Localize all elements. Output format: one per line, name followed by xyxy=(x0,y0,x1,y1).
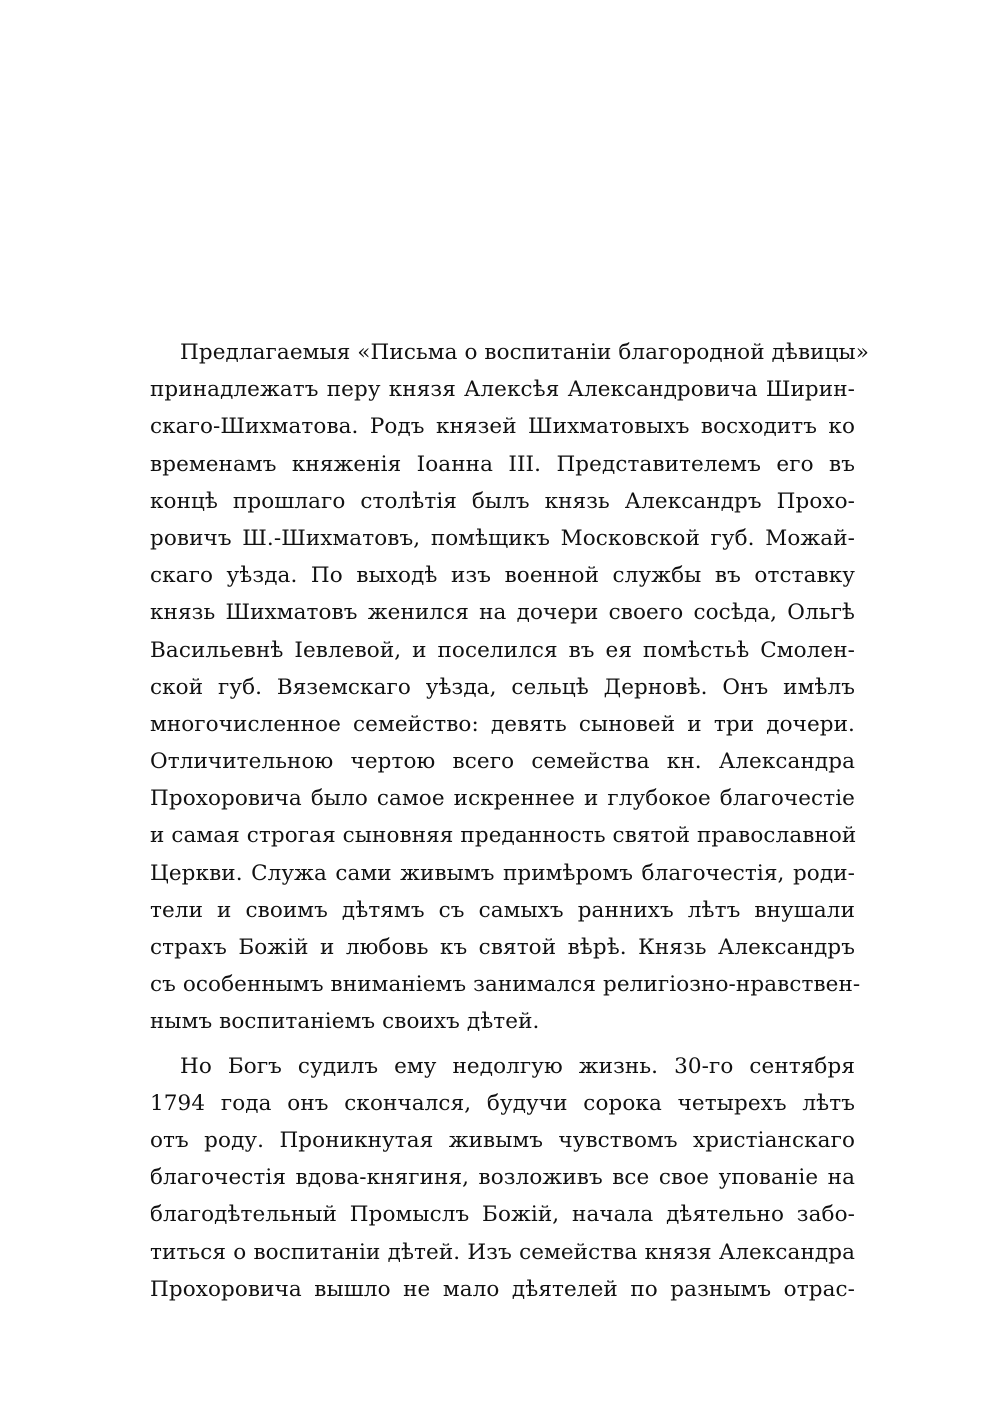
text-line: многочисленное семейство: девять сыновей и три дочери. xyxy=(150,711,855,737)
text-line: и самая строгая сыновняя преданность святой православной xyxy=(150,823,857,849)
text-line: страхъ Божій и любовь къ святой вѣрѣ. Князь Александръ xyxy=(150,935,855,960)
text-line: нымъ воспитаніемъ своихъ дѣтей. xyxy=(150,1009,540,1035)
text-line: скаго уѣзда. По выходѣ изъ военной службы въ отставку xyxy=(150,563,855,589)
text-line: ской губ. Вяземскаго уѣзда, сельцѣ Дерновѣ. Онъ имѣлъ xyxy=(150,674,855,700)
paragraph-1 xyxy=(150,334,869,1041)
text-line: 1794 года онъ скончался, будучи сорока четырехъ лѣтъ xyxy=(150,1090,855,1116)
paragraph-2 xyxy=(150,1048,855,1308)
text-line: титься о воспитаніи дѣтей. Изъ семейства князя Александра xyxy=(150,1239,855,1265)
text-line: концѣ прошлаго столѣтія былъ князь Александръ Прохо- xyxy=(150,488,855,514)
text-line: Предлагаемыя «Письма о воспитаніи благородной дѣвицы» xyxy=(180,340,869,365)
text-line: Отличительною чертою всего семейства кн. Александра xyxy=(150,749,855,775)
text-line: тели и своимъ дѣтямъ съ самыхъ раннихъ лѣтъ внушали xyxy=(150,897,855,923)
text-line: Васильевнѣ Іевлевой, и поселился въ ея помѣстьѣ Смолен- xyxy=(150,637,855,663)
text-line: отъ роду. Проникнутая живымъ чувствомъ христіанскаго xyxy=(150,1127,855,1153)
text-line: Церкви. Служа сами живымъ примѣромъ благочестія, роди- xyxy=(150,860,855,886)
text-line: временамъ княженія Іоанна III. Представителемъ его въ xyxy=(150,451,855,477)
text-line: принадлежатъ перу князя Алексѣя Александровича Ширин- xyxy=(150,377,855,403)
text-line: благодѣтельный Промыслъ Божій, начала дѣятельно забо- xyxy=(150,1202,855,1228)
text-line: ровичъ Ш.-Шихматовъ, помѣщикъ Московской губ. Можай- xyxy=(150,525,855,551)
text-line: Прохоровича было самое искреннее и глубокое благочестіе xyxy=(150,786,855,812)
paragraph-spacer xyxy=(150,1041,855,1048)
text-line: благочестія вдова-княгиня, возложивъ все свое упованіе на xyxy=(150,1165,855,1191)
text-line: князь Шихматовъ женился на дочери своего сосѣда, Ольгѣ xyxy=(150,600,855,626)
document-body xyxy=(150,334,869,1308)
text-line: съ особеннымъ вниманіемъ занимался религіозно-нравствен- xyxy=(150,972,861,998)
text-line: скаго-Шихматова. Родъ князей Шихматовыхъ восходитъ ко xyxy=(150,414,855,440)
text-line: Прохоровича вышло не мало дѣятелей по разнымъ отрас- xyxy=(150,1276,855,1302)
text-line: Но Богъ судилъ ему недолгую жизнь. 30-го сентября xyxy=(180,1053,855,1079)
